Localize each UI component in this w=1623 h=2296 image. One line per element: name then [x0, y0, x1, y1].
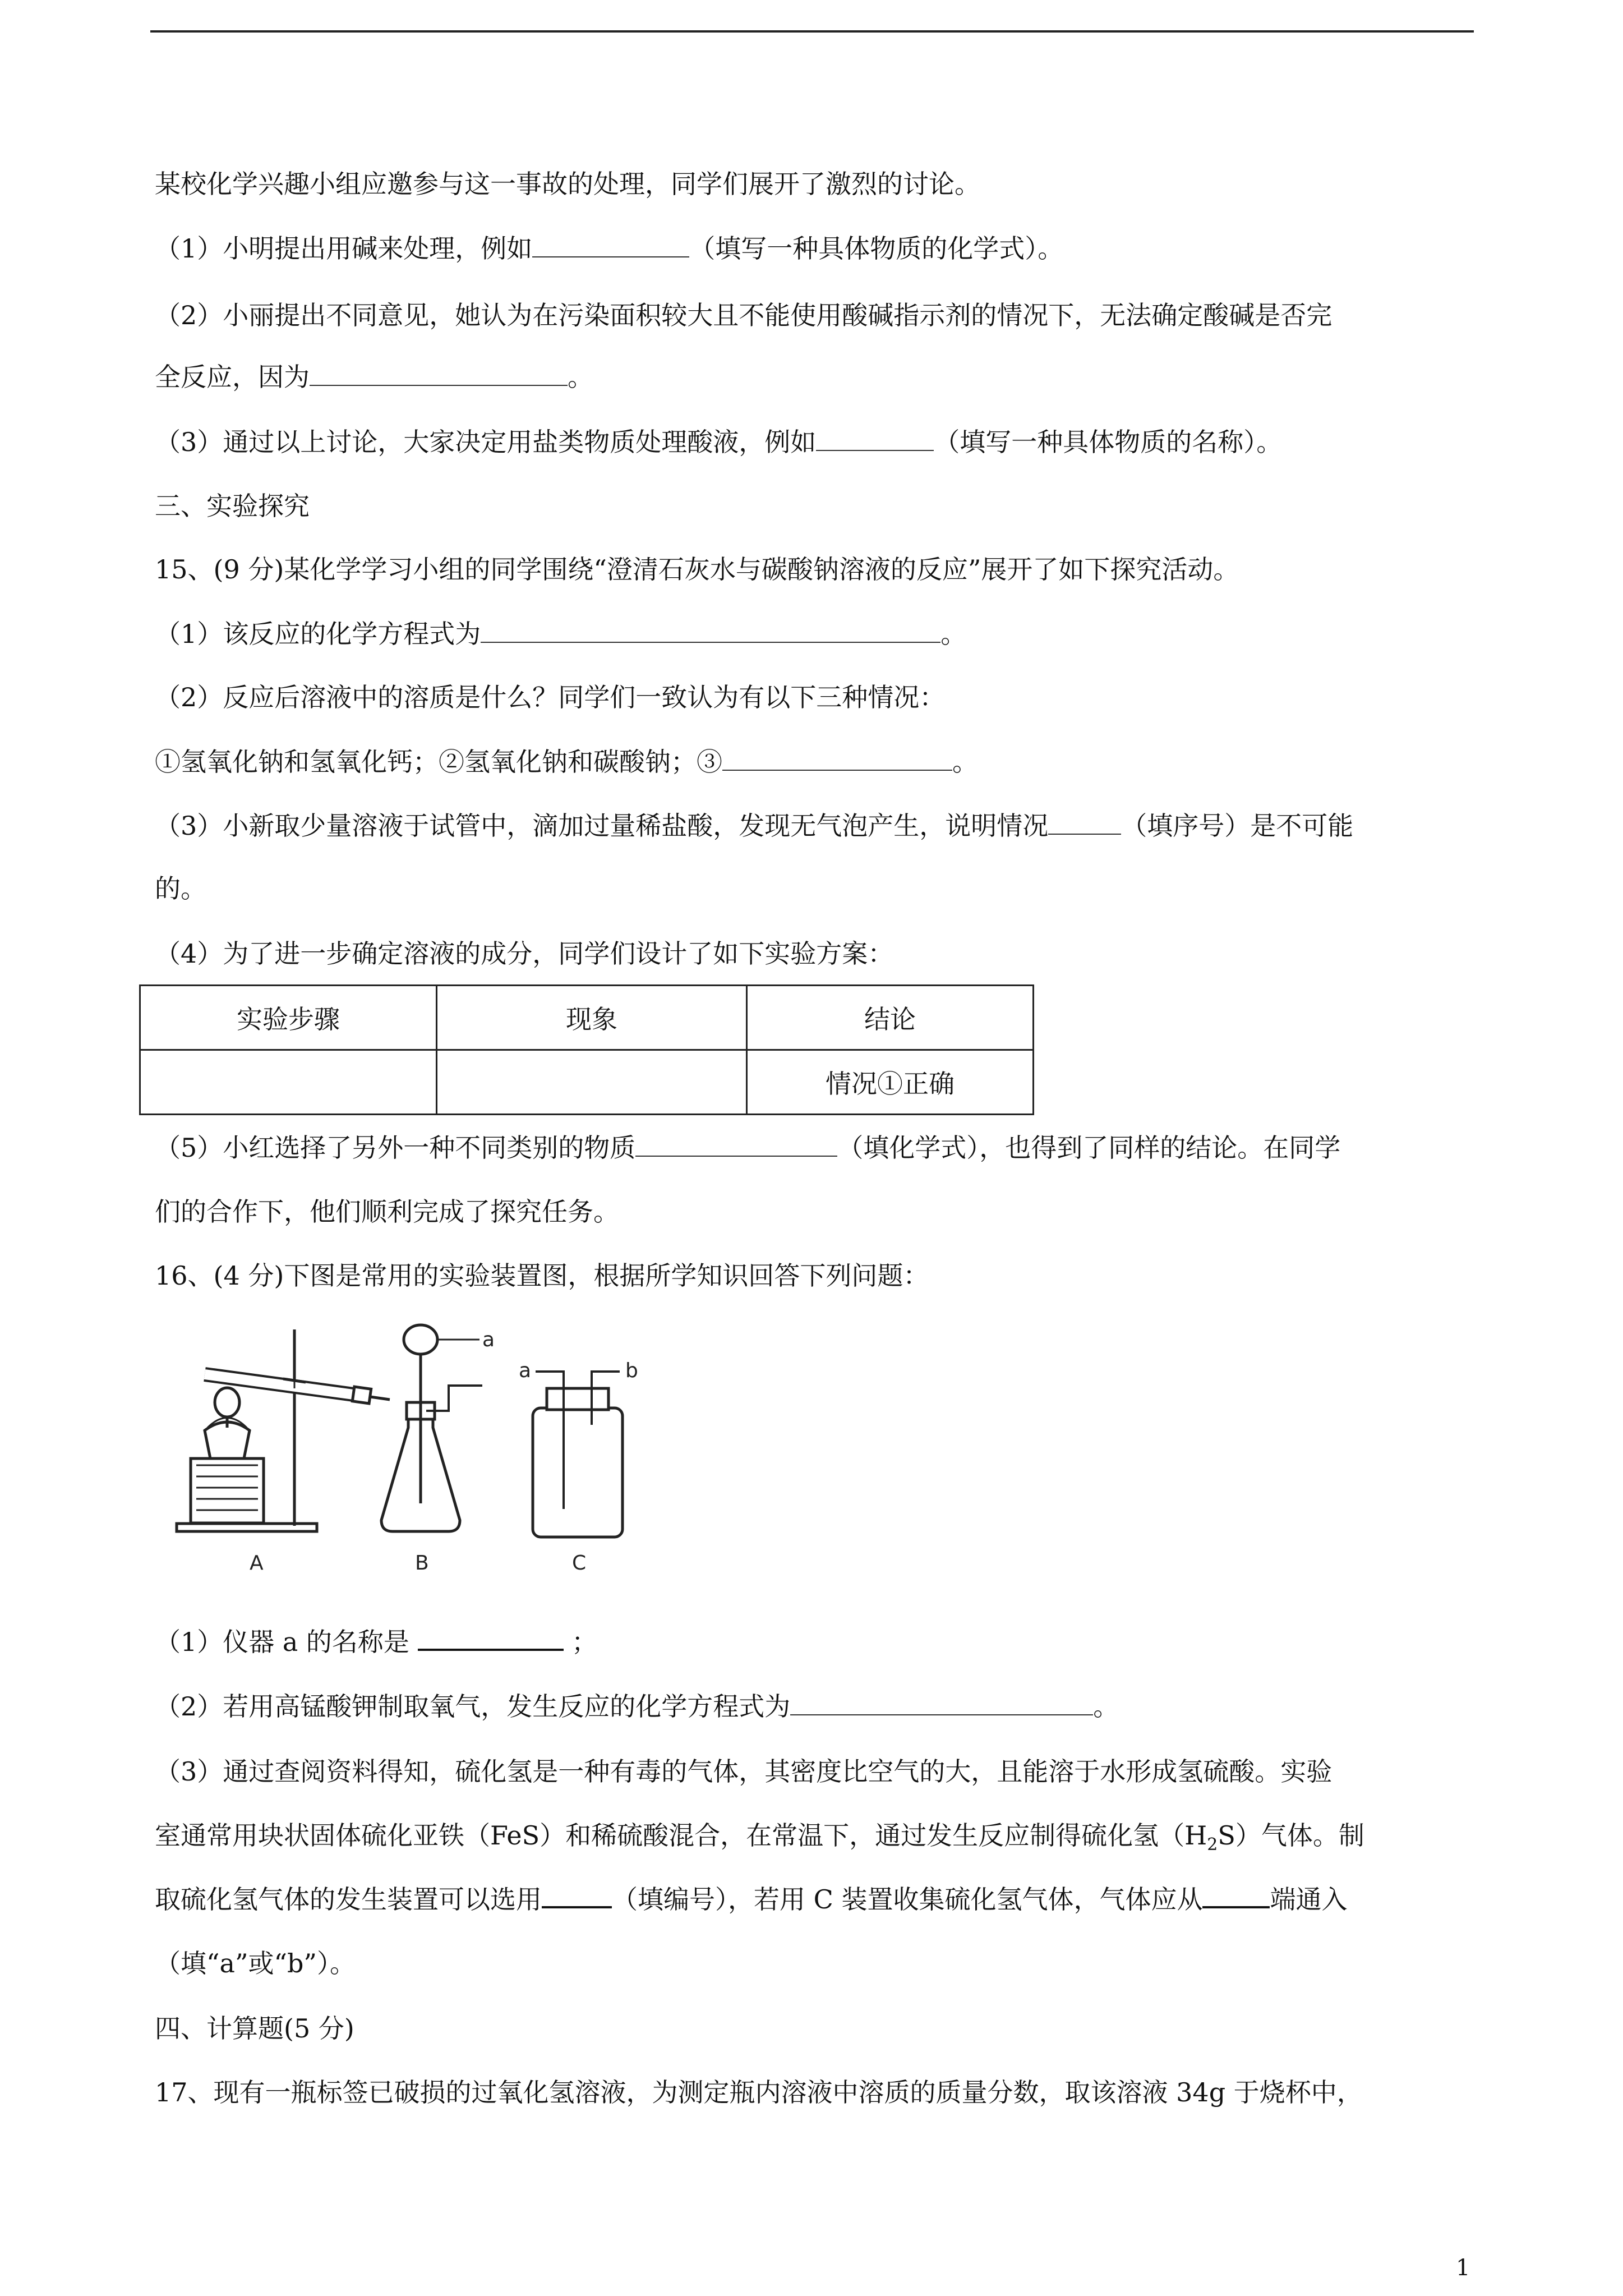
q15-cases-end: 。	[952, 747, 978, 777]
q14-part1	[155, 232, 1063, 265]
q14-part3-text: （3）通过以上讨论，大家决定用盐类物质处理酸液，例如	[155, 427, 817, 457]
experiment-table	[139, 984, 1034, 1115]
q15-cases-text: ①氢氧化钠和氢氧化钙；②氢氧化钠和碳酸钠；③	[155, 747, 722, 777]
subscript-2: 2	[1207, 1835, 1218, 1855]
answer-blank[interactable]	[790, 1692, 1093, 1715]
q15-cases	[155, 745, 978, 779]
table-cell-phenomena[interactable]	[437, 1050, 747, 1115]
table-header-cell: 实验步骤	[140, 986, 437, 1050]
q14-part2-line1: （2）小丽提出不同意见，她认为在污染面积较大且不能使用酸碱指示剂的情况下，无法确定酸碱是否完	[155, 300, 1332, 330]
q16-part3-line4: （填“a”或“b”）。	[155, 1948, 356, 1978]
q17-text: 17、现有一瓶标签已破损的过氧化氢溶液，为测定瓶内溶液中溶质的质量分数，取该溶液 34g 于烧杯中，	[155, 2077, 1363, 2108]
q14-part1-text: （1）小明提出用碱来处理，例如	[155, 233, 533, 264]
q16-title: 16、(4 分)下图是常用的实验装置图，根据所学知识回答下列问题：	[155, 1260, 929, 1291]
section-heading-4: 四、计算题(5 分)	[155, 2013, 354, 2044]
q15-part1	[155, 617, 966, 651]
q16-part3-text-mid: （填编号），若用 C 装置收集硫化氢气体，气体应从	[612, 1884, 1203, 1915]
q16-part1-text: （1）仪器 a 的名称是	[155, 1627, 418, 1657]
q15-part3-line2: 的。	[155, 873, 206, 904]
q14-part3	[155, 425, 1282, 459]
q16-part3-text-end: 端通入	[1270, 1884, 1348, 1915]
answer-blank[interactable]	[722, 747, 952, 771]
apparatus-a	[177, 1329, 390, 1531]
q16-part1-end: ；	[563, 1627, 598, 1657]
q16-part1	[155, 1625, 597, 1659]
apparatus-c	[533, 1372, 623, 1537]
answer-blank[interactable]	[816, 427, 934, 451]
answer-blank[interactable]	[1048, 811, 1121, 835]
q15-part5-line2: 们的合作下，他们顺利完成了探究任务。	[155, 1197, 619, 1227]
table-header-cell: 结论	[747, 986, 1034, 1050]
header-rule	[150, 30, 1474, 33]
q16-part3-line1: （3）通过查阅资料得知，硫化氢是一种有毒的气体，其密度比空气的大，且能溶于水形成氢硫酸。实验	[155, 1756, 1332, 1787]
label-a-funnel: a	[482, 1328, 495, 1351]
table-row	[140, 1050, 1034, 1115]
apparatus-b	[381, 1325, 482, 1531]
q14-part2-text: 全反应，因为	[155, 362, 310, 392]
section-heading-3: 三、实验探究	[155, 491, 310, 521]
q16-part2-end: 。	[1093, 1691, 1119, 1722]
table-header-row	[140, 986, 1034, 1050]
label-apparatus-b: B	[415, 1552, 429, 1575]
q16-part2	[155, 1690, 1119, 1723]
q15-part1-end: 。	[940, 619, 967, 649]
answer-blank[interactable]	[310, 362, 568, 386]
q15-part5-line1	[155, 1131, 1340, 1165]
q15-part3-hint: （填序号）是不可能	[1121, 811, 1354, 841]
q15-part3-line1	[155, 809, 1353, 843]
answer-blank[interactable]	[635, 1133, 837, 1157]
answer-blank[interactable]	[418, 1626, 564, 1651]
q16-part3-line2	[155, 1819, 1364, 1862]
q16-part3-text: 室通常用块状固体硫化亚铁（FeS）和稀硫酸混合，在常温下，通过发生反应制得硫化氢（H	[155, 1820, 1207, 1851]
q15-title: 15、(9 分)某化学学习小组的同学围绕“澄清石灰水与碳酸钠溶液的反应”展开了如下探究活动。	[155, 554, 1239, 585]
page-number: 1	[1456, 2255, 1470, 2281]
intro-line: 某校化学兴趣小组应邀参与这一事故的处理，同学们展开了激烈的讨论。	[155, 169, 980, 199]
q15-part4: （4）为了进一步确定溶液的成分，同学们设计了如下实验方案：	[155, 938, 894, 969]
q16-part3-text: 取硫化氢气体的发生装置可以选用	[155, 1884, 542, 1915]
apparatus-figure	[168, 1318, 757, 1576]
table-cell-steps[interactable]	[140, 1050, 437, 1115]
q15-part1-text: （1）该反应的化学方程式为	[155, 619, 481, 649]
label-a-bottle: a	[519, 1359, 532, 1382]
q15-part5-hint: （填化学式），也得到了同样的结论。在同学	[837, 1133, 1341, 1163]
table-cell-conclusion: 情况①正确	[747, 1050, 1034, 1115]
answer-blank[interactable]	[532, 234, 689, 257]
q15-part2: （2）反应后溶液中的溶质是什么？同学们一致认为有以下三种情况：	[155, 682, 946, 712]
label-apparatus-a: A	[250, 1552, 264, 1575]
q15-part3-text: （3）小新取少量溶液于试管中，滴加过量稀盐酸，发现无气泡产生，说明情况	[155, 811, 1049, 841]
q16-part3-line3	[155, 1883, 1347, 1916]
q15-part5-text: （5）小红选择了另外一种不同类别的物质	[155, 1133, 636, 1163]
label-b-bottle: b	[625, 1359, 638, 1382]
q16-part2-text: （2）若用高锰酸钾制取氧气，发生反应的化学方程式为	[155, 1691, 791, 1722]
label-apparatus-c: C	[572, 1552, 587, 1575]
answer-blank[interactable]	[1202, 1884, 1270, 1908]
answer-blank[interactable]	[481, 619, 940, 643]
q14-part2-end: 。	[568, 362, 593, 392]
table-header-cell: 现象	[437, 986, 747, 1050]
answer-blank[interactable]	[542, 1884, 612, 1908]
q16-part3-text-end: S）气体。制	[1218, 1820, 1364, 1851]
q14-part1-hint: （填写一种具体物质的化学式）。	[689, 233, 1064, 264]
q14-part2-line2	[155, 360, 593, 394]
q14-part3-hint: （填写一种具体物质的名称）。	[934, 427, 1283, 457]
